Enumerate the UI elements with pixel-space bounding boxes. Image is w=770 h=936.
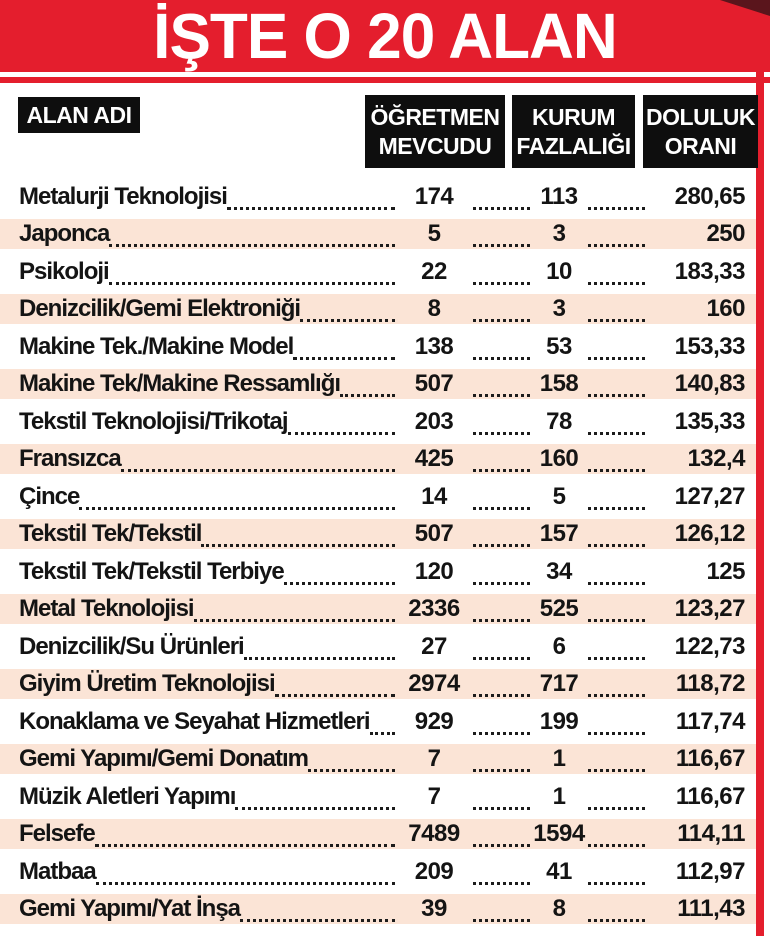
teacher-count: 8	[427, 294, 441, 322]
occupancy-rate: 123,27	[674, 594, 745, 622]
dot-leader	[588, 784, 645, 810]
column-header-line: ÖĞRETMEN	[370, 103, 500, 130]
institution-surplus: 1	[552, 744, 566, 772]
teacher-count: 27	[421, 632, 447, 660]
table-row	[0, 516, 756, 554]
institution-surplus: 1	[552, 782, 566, 810]
dot-leader	[96, 859, 395, 885]
dot-leader	[194, 596, 395, 622]
dot-leader	[473, 671, 530, 697]
column-header-line: KURUM	[531, 103, 616, 130]
dot-leader	[588, 371, 645, 397]
occupancy-rate: 183,33	[674, 257, 745, 285]
teacher-count: 7	[427, 782, 441, 810]
institution-surplus: 8	[552, 894, 566, 922]
dot-leader	[588, 596, 645, 622]
institution-surplus: 6	[552, 632, 566, 660]
dot-leader	[473, 859, 530, 885]
field-name: Gemi Yapımı/Yat İnşa	[19, 894, 241, 922]
dot-leader	[588, 221, 645, 247]
dot-leader	[588, 484, 645, 510]
dot-leader	[588, 184, 645, 210]
table-row	[0, 853, 756, 891]
institution-surplus: 160	[539, 444, 579, 472]
dot-leader	[308, 746, 395, 772]
page-title: İŞTE O 20 ALAN	[153, 0, 617, 72]
teacher-count: 7489	[408, 819, 460, 847]
occupancy-rate: 116,67	[675, 782, 745, 810]
dot-leader	[95, 821, 395, 847]
table-row	[0, 666, 756, 704]
column-header-line: MEVCUDU	[378, 132, 492, 159]
dot-leader	[288, 409, 395, 435]
dot-leader	[473, 184, 530, 210]
teacher-count: 120	[414, 557, 454, 585]
dot-leader	[473, 634, 530, 660]
teacher-count: 138	[414, 332, 454, 360]
occupancy-rate: 118,72	[675, 669, 745, 697]
occupancy-rate: 114,11	[677, 819, 745, 847]
teacher-count: 2974	[408, 669, 460, 697]
teacher-count: 507	[414, 369, 454, 397]
table-row	[0, 628, 756, 666]
column-header-ogretmen-mevcudu	[365, 95, 505, 168]
teacher-count: 2336	[408, 594, 460, 622]
dot-leader	[473, 334, 530, 360]
teacher-count: 22	[421, 257, 447, 285]
dot-leader	[244, 634, 395, 660]
institution-surplus: 158	[539, 369, 579, 397]
field-name: Matbaa	[19, 857, 96, 885]
table-row	[0, 366, 756, 404]
teacher-count: 7	[427, 744, 441, 772]
field-name: Konaklama ve Seyahat Hizmetleri	[19, 707, 370, 735]
occupancy-rate: 125	[706, 557, 745, 585]
data-table	[0, 178, 770, 928]
dot-leader	[370, 709, 395, 735]
banner-underline	[0, 77, 770, 83]
field-name: Japonca	[19, 219, 110, 247]
field-name: Gemi Yapımı/Gemi Donatım	[19, 744, 308, 772]
dot-leader	[340, 371, 395, 397]
field-name: Makine Tek/Makine Ressamlığı	[19, 369, 341, 397]
dot-leader	[473, 371, 530, 397]
institution-surplus: 199	[539, 707, 579, 735]
dot-leader	[473, 709, 530, 735]
teacher-count: 507	[414, 519, 454, 547]
dot-leader	[588, 671, 645, 697]
teacher-count: 209	[414, 857, 454, 885]
institution-surplus: 34	[546, 557, 572, 585]
field-name: Müzik Aletleri Yapımı	[19, 782, 236, 810]
dot-leader	[473, 521, 530, 547]
field-name: Metal Teknolojisi	[19, 594, 194, 622]
field-name: Metalurji Teknolojisi	[19, 182, 227, 210]
table-row	[0, 441, 756, 479]
field-name: Giyim Üretim Teknolojisi	[19, 669, 275, 697]
dot-leader	[588, 334, 645, 360]
teacher-count: 425	[414, 444, 454, 472]
dot-leader	[588, 446, 645, 472]
table-row	[0, 478, 756, 516]
dot-leader	[588, 296, 645, 322]
teacher-count: 39	[421, 894, 447, 922]
table-row	[0, 591, 756, 629]
field-name: Tekstil Tek/Tekstil Terbiye	[19, 557, 284, 585]
occupancy-rate: 250	[706, 219, 745, 247]
dot-leader	[473, 896, 530, 922]
dot-leader	[588, 896, 645, 922]
dot-leader	[293, 334, 395, 360]
dot-leader	[275, 671, 395, 697]
dot-leader	[473, 596, 530, 622]
teacher-count: 203	[414, 407, 454, 435]
dot-leader	[588, 821, 645, 847]
occupancy-rate: 126,12	[674, 519, 745, 547]
institution-surplus: 717	[539, 669, 579, 697]
teacher-count: 5	[427, 219, 441, 247]
occupancy-rate: 132,4	[687, 444, 745, 472]
occupancy-rate: 160	[706, 294, 745, 322]
occupancy-rate: 122,73	[674, 632, 745, 660]
dot-leader	[588, 259, 645, 285]
institution-surplus: 5	[552, 482, 566, 510]
table-row	[0, 178, 756, 216]
dot-leader	[473, 559, 530, 585]
dot-leader	[109, 221, 395, 247]
table-row	[0, 741, 756, 779]
column-header-line: FAZLALIĞI	[516, 132, 631, 159]
dot-leader	[79, 484, 395, 510]
institution-surplus: 157	[539, 519, 579, 547]
teacher-count: 14	[421, 482, 447, 510]
institution-surplus: 53	[546, 332, 572, 360]
table-row	[0, 703, 756, 741]
field-name: Psikoloji	[19, 257, 109, 285]
dot-leader	[473, 296, 530, 322]
dot-leader	[473, 784, 530, 810]
field-name: Denizcilik/Gemi Elektroniği	[19, 294, 301, 322]
table-row	[0, 291, 756, 329]
field-name: Çince	[19, 482, 80, 510]
dot-leader	[300, 296, 395, 322]
field-name: Fransızca	[19, 444, 121, 472]
institution-surplus: 3	[552, 219, 566, 247]
column-header-alan-adi	[18, 97, 140, 133]
teacher-count: 174	[414, 182, 454, 210]
table-row	[0, 216, 756, 254]
dot-leader	[588, 521, 645, 547]
dot-leader	[588, 634, 645, 660]
table-row	[0, 403, 756, 441]
occupancy-rate: 135,33	[674, 407, 745, 435]
column-header-label: ALAN ADI	[26, 101, 132, 128]
dot-leader	[235, 784, 395, 810]
dot-leader	[588, 746, 645, 772]
table-row	[0, 553, 756, 591]
occupancy-rate: 112,97	[675, 857, 745, 885]
column-header-kurum-fazlaligi	[512, 95, 635, 168]
title-banner	[0, 0, 770, 72]
dot-leader	[473, 259, 530, 285]
dot-leader	[588, 559, 645, 585]
institution-surplus: 78	[546, 407, 572, 435]
institution-surplus: 3	[552, 294, 566, 322]
dot-leader	[201, 521, 395, 547]
occupancy-rate: 140,83	[674, 369, 745, 397]
institution-surplus: 525	[539, 594, 579, 622]
table-row	[0, 328, 756, 366]
dot-leader	[109, 259, 395, 285]
institution-surplus: 41	[546, 857, 572, 885]
field-name: Denizcilik/Su Ürünleri	[19, 632, 244, 660]
dot-leader	[473, 746, 530, 772]
table-row	[0, 778, 756, 816]
field-name: Tekstil Teknolojisi/Trikotaj	[19, 407, 288, 435]
dot-leader	[473, 221, 530, 247]
table-row	[0, 253, 756, 291]
dot-leader	[240, 896, 395, 922]
institution-surplus: 1594	[533, 819, 585, 847]
dot-leader	[473, 484, 530, 510]
dot-leader	[473, 821, 530, 847]
field-name: Makine Tek./Makine Model	[19, 332, 294, 360]
occupancy-rate: 280,65	[674, 182, 745, 210]
institution-surplus: 10	[546, 257, 572, 285]
column-header-line: ORANI	[664, 132, 737, 159]
table-row	[0, 891, 756, 929]
dot-leader	[588, 409, 645, 435]
dot-leader	[473, 446, 530, 472]
occupancy-rate: 117,74	[675, 707, 745, 735]
table-row	[0, 816, 756, 854]
dot-leader	[588, 709, 645, 735]
occupancy-rate: 127,27	[674, 482, 745, 510]
field-name: Felsefe	[19, 819, 95, 847]
dot-leader	[284, 559, 395, 585]
dot-leader	[121, 446, 395, 472]
dot-leader	[588, 859, 645, 885]
teacher-count: 929	[414, 707, 454, 735]
field-name: Tekstil Tek/Tekstil	[19, 519, 202, 547]
occupancy-rate: 111,43	[677, 894, 745, 922]
column-header-line: DOLULUK	[646, 103, 755, 130]
dot-leader	[473, 409, 530, 435]
institution-surplus: 113	[540, 182, 578, 210]
column-header-doluluk-orani	[643, 95, 758, 168]
occupancy-rate: 116,67	[675, 744, 745, 772]
dot-leader	[227, 184, 395, 210]
occupancy-rate: 153,33	[674, 332, 745, 360]
